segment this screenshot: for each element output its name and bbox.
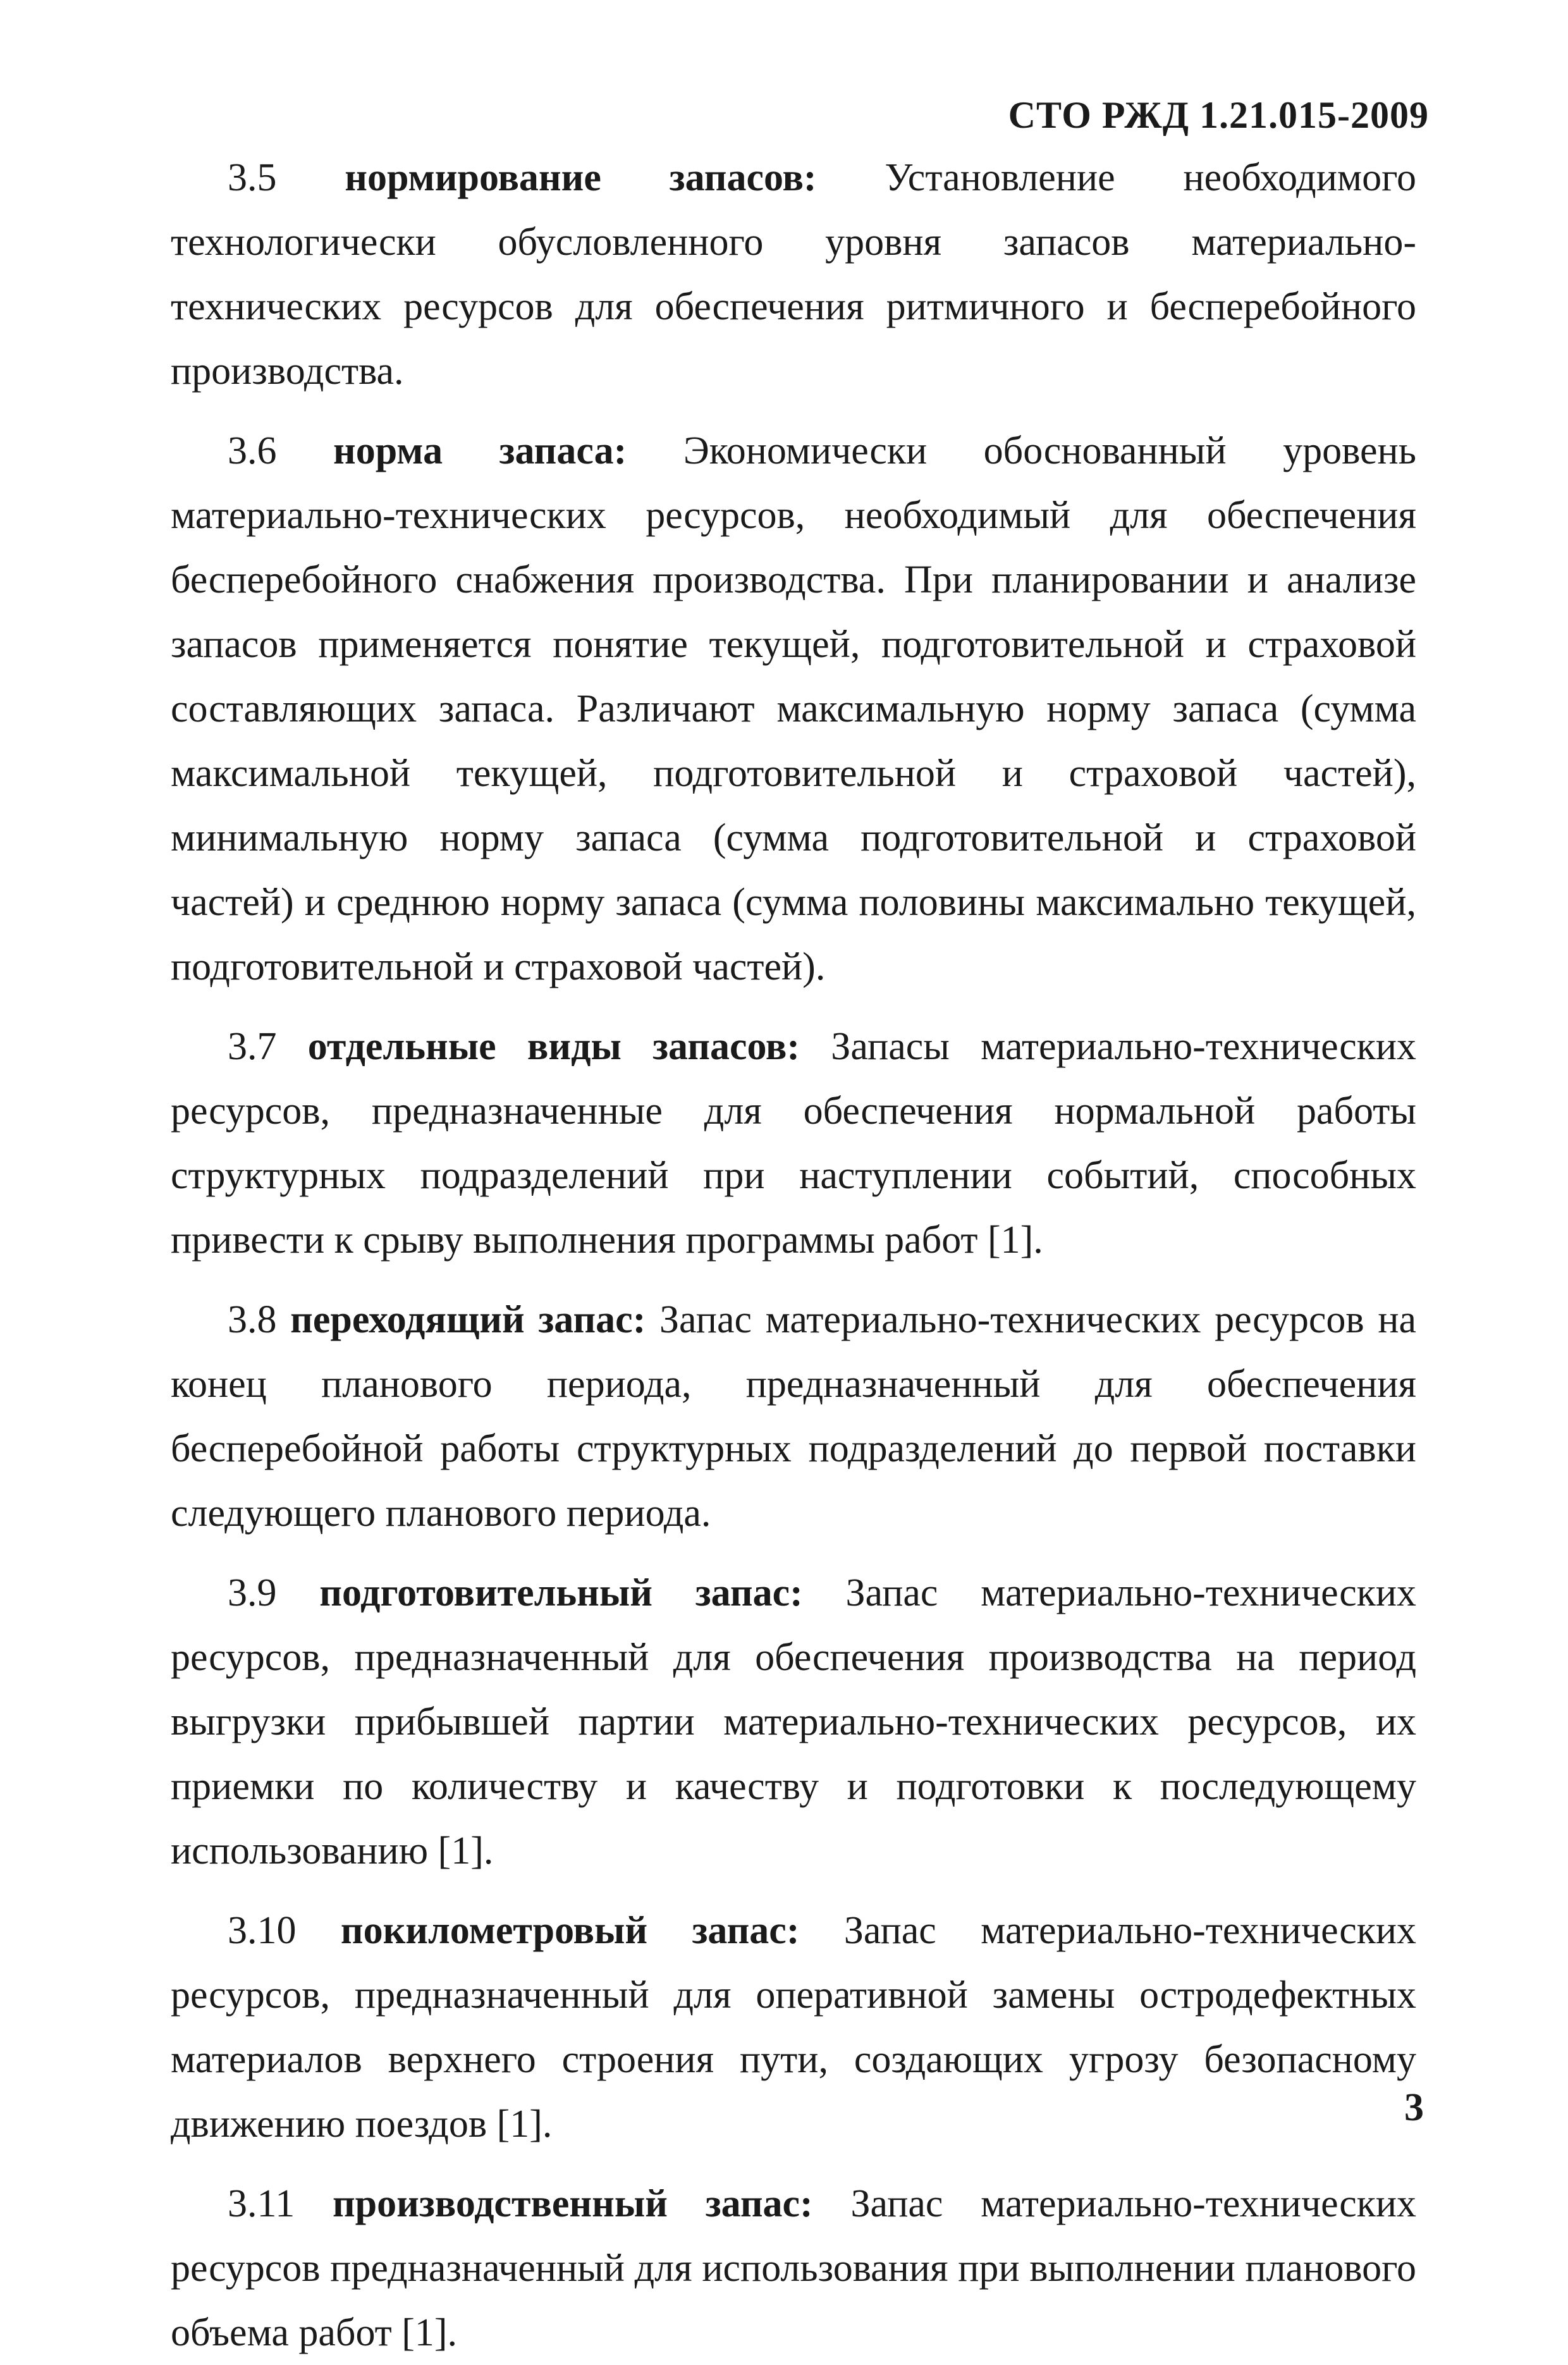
term-definition: Экономически обоснованный уровень материально-технических ресурсов, необходимый для обеспечения бесперебойного снабжения производства. При планировании и анализе запасов применяется понятие текущей, подготовительной и страховой составляющих запаса. Различают максимальную норму запаса (сумма максимальной текущей, подготовительной и страховой частей), минимальную норму запаса (сумма подготовительной и страховой частей) и среднюю норму запаса (сумма половины максимально текущей, подготовительной и страховой частей). — [171, 429, 1417, 988]
term-number: 3.5 — [228, 156, 277, 199]
term-name: подготовительный запас: — [319, 1571, 803, 1614]
term-definition: Запас материально-технических ресурсов, предназначенный для оперативной замены остродефектных материалов верхнего строения пути, создающих угрозу безопасному движению поездов [1]. — [171, 1909, 1417, 2146]
document-code-header: СТО РЖД 1.21.015-2009 — [1008, 94, 1429, 136]
term-definition: Установление необходимого технологически обусловленного уровня запасов материально-технических ресурсов для обеспечения ритмичного и бесперебойного производства. — [171, 156, 1417, 393]
term-name: покилометровый запас: — [340, 1909, 800, 1952]
term-number: 3.9 — [228, 1571, 277, 1614]
term-name: производственный запас: — [332, 2182, 813, 2225]
term-3-10 — [171, 1898, 1416, 2156]
term-definition: Запас материально-технических ресурсов предназначенный для использования при выполнении планового объема работ [1]. — [171, 2182, 1417, 2354]
term-number: 3.10 — [228, 1909, 297, 1952]
terms-list — [171, 145, 1416, 2365]
term-name: отдельные виды запасов: — [307, 1025, 800, 1068]
term-3-5 — [171, 145, 1416, 403]
term-number: 3.11 — [228, 2182, 295, 2225]
term-3-9 — [171, 1561, 1416, 1883]
term-3-6 — [171, 419, 1416, 999]
term-name: переходящий запас: — [290, 1298, 646, 1341]
term-number: 3.8 — [228, 1298, 277, 1341]
term-definition: Запасы материально-технических ресурсов, предназначенные для обеспечения нормальной работы структурных подразделений при наступлении событий, способных привести к срыву выполнения программы работ [1]. — [171, 1025, 1417, 1262]
term-number: 3.6 — [228, 429, 277, 472]
term-definition: Запас материально-технических ресурсов на конец планового периода, предназначенный для обеспечения бесперебойной работы структурных подразделений до первой поставки следующего планового периода. — [171, 1298, 1417, 1535]
term-name: норма запаса: — [333, 429, 627, 472]
page-number: 3 — [1404, 2086, 1424, 2129]
term-3-11 — [171, 2172, 1416, 2365]
term-3-8 — [171, 1287, 1416, 1545]
term-definition: Запас материально-технических ресурсов, предназначенный для обеспечения производства на период выгрузки прибывшей партии материально-технических ресурсов, их приемки по количеству и качеству и подготовки к последующему использованию [1]. — [171, 1571, 1417, 1872]
term-name: нормирование запасов: — [345, 156, 817, 199]
term-number: 3.7 — [228, 1025, 277, 1068]
term-3-7 — [171, 1014, 1416, 1272]
